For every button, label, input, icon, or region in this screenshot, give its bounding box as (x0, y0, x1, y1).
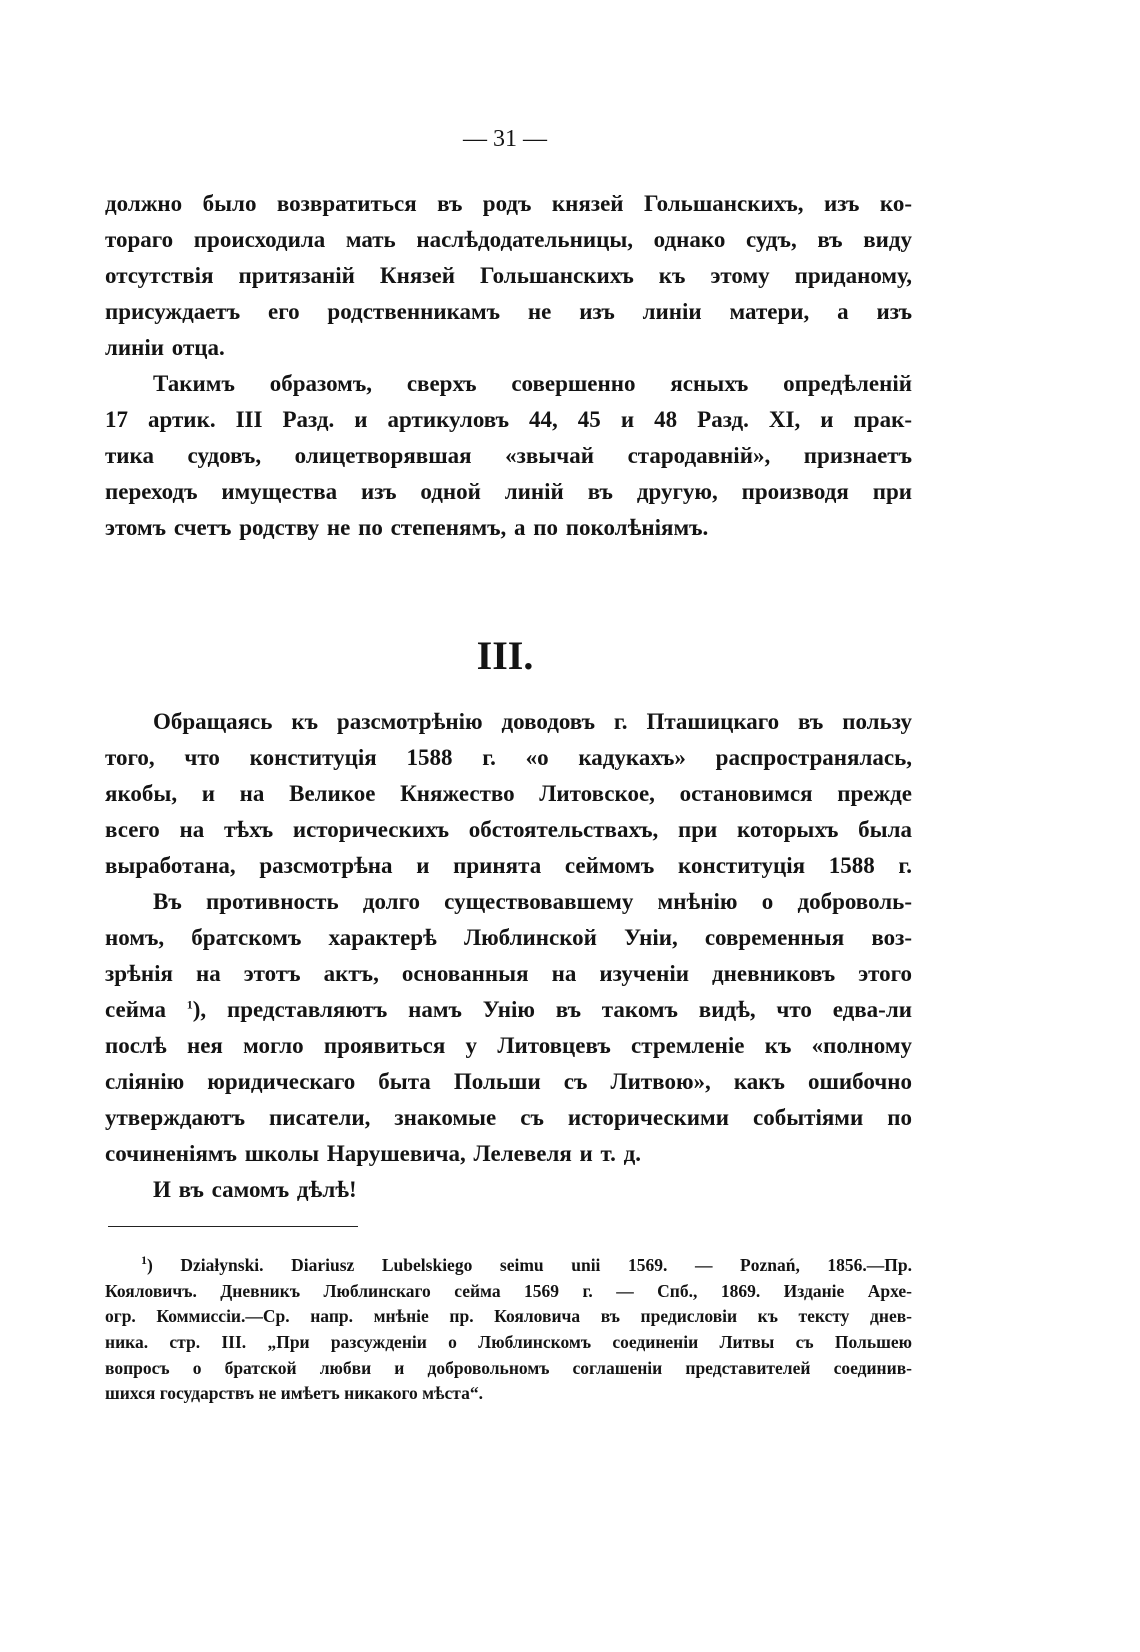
text-line: утверждаютъ писатели, знакомые съ историческими событіями по (105, 1105, 912, 1130)
footnote-reference[interactable]: 1 (186, 997, 193, 1012)
paragraph-3 (105, 704, 912, 884)
footnote-line: шихся государствъ не имѣетъ никакого мѣста“. (105, 1383, 483, 1404)
text-line: зрѣнія на этотъ актъ, основанныя на изученіи дневниковъ этого (105, 961, 912, 986)
footnote-marker: 1 (141, 1253, 147, 1268)
text-line: выработана, разсмотрѣна и принята сеймомъ конституція 1588 г. (105, 853, 912, 878)
text-line: сочиненіямъ школы Нарушевича, Лелевеля и т. д. (105, 1141, 642, 1166)
paragraph-4 (105, 884, 912, 1208)
paragraph-5: И въ самомъ дѣлѣ! (153, 1177, 357, 1202)
text-fragment: ), представляютъ намъ Унію въ такомъ видѣ, что едва-ли (192, 997, 912, 1022)
text-line: всего на тѣхъ историческихъ обстоятельствахъ, при которыхъ была (105, 817, 912, 842)
text-line: присуждаетъ его родственникамъ не изъ линіи матери, а изъ (105, 299, 912, 324)
text-line: сліянію юридическаго быта Польши съ Литвою», какъ ошибочно (105, 1069, 912, 1094)
text-line: номъ, братскомъ характерѣ Люблинской Уніи, современныя воз- (105, 925, 912, 950)
text-fragment: ) Działynski. Diariusz Lubelskiego seimu unii 1569. — Poznań, 1856.—Пр. (147, 1255, 912, 1275)
text-line: того, что конституція 1588 г. «о кадукахъ» распространялась, (105, 745, 912, 770)
text-line: якобы, и на Великое Княжество Литовское, остановимся прежде (105, 781, 912, 806)
text-line: 17 артик. III Разд. и артикуловъ 44, 45 и 48 Разд. XI, и прак- (105, 407, 912, 432)
text-line: переходъ имущества изъ одной линій въ другую, производя при (105, 479, 912, 504)
footnote-line (105, 1253, 912, 1279)
text-line: послѣ нея могло проявиться у Литовцевъ стремленіе къ «полному (105, 1033, 912, 1058)
footnote-divider (108, 1226, 358, 1227)
text-line: тораго происходила мать наслѣдодательницы, однако судъ, въ виду (105, 227, 912, 252)
page-number: — 31 — (463, 126, 547, 152)
footnote-line: вопросъ о братской любви и добровольномъ соглашеніи представителей соединив- (105, 1357, 912, 1378)
footnote-line: ника. стр. III. „При разсужденіи о Люблинскомъ соединеніи Литвы съ Польшею (105, 1332, 912, 1353)
paragraph-2 (105, 366, 912, 546)
footnote-line: огр. Коммиссіи.—Ср. напр. мнѣніе пр. Кояловича въ предисловіи къ тексту днев- (105, 1306, 912, 1327)
section-heading: III. (476, 633, 534, 678)
text-line: Такимъ образомъ, сверхъ совершенно ясныхъ опредѣленій (153, 371, 912, 396)
text-line: отсутствія притязаній Князей Гольшанскихъ къ этому приданому, (105, 263, 912, 288)
text-line (105, 992, 912, 1028)
text-fragment: сейма (105, 997, 187, 1022)
text-line: Въ противность долго существовавшему мнѣнію о доброволь- (153, 889, 912, 914)
text-line: линіи отца. (105, 335, 225, 360)
footnote-line: Кояловичъ. Дневникъ Люблинскаго сейма 1569 г. — Спб., 1869. Изданіе Архе- (105, 1280, 912, 1301)
footnote (105, 1253, 912, 1407)
text-line: тика судовъ, олицетворявшая «звычай стародавній», признаетъ (105, 443, 912, 468)
text-line: этомъ счетъ родству не по степенямъ, а по поколѣніямъ. (105, 515, 709, 540)
paragraph-1 (105, 186, 912, 366)
text-line: должно было возвратиться въ родъ князей Гольшанскихъ, изъ ко- (105, 191, 912, 216)
text-line: Обращаясь къ разсмотрѣнію доводовъ г. Пташицкаго въ пользу (153, 709, 912, 734)
